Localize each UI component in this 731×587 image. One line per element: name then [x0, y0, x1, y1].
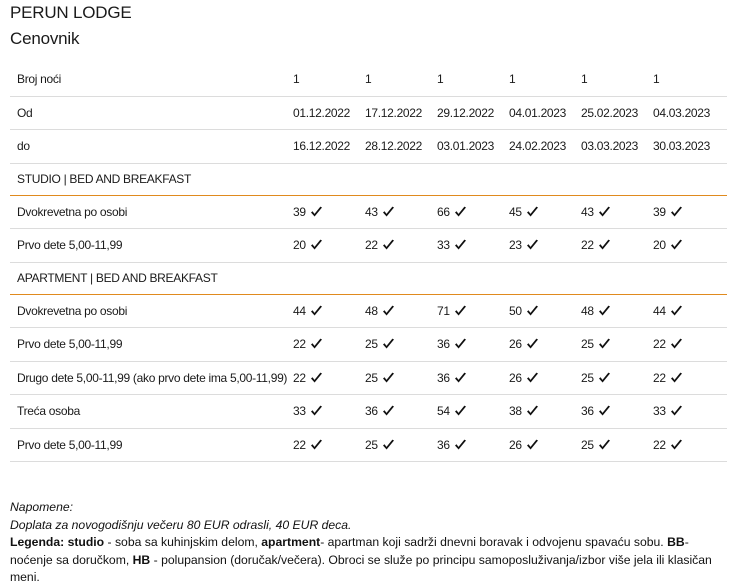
price-cell	[509, 395, 581, 429]
price-cell	[509, 361, 581, 395]
checkmark-icon	[310, 206, 323, 218]
price-value: 33	[653, 404, 666, 419]
legend-term-studio: studio	[67, 535, 105, 549]
checkmark-icon	[310, 239, 323, 251]
price-value: 44	[653, 303, 666, 318]
price-cell	[365, 195, 437, 229]
table-row	[10, 328, 727, 362]
legend-term-bb: BB	[667, 535, 685, 549]
section-title: STUDIO | BED AND BREAKFAST	[10, 163, 727, 195]
row-label: Prvo dete 5,00-11,99	[10, 428, 293, 462]
price-value: 36	[581, 404, 594, 419]
price-value: 25	[365, 337, 378, 352]
price-cell	[365, 428, 437, 462]
price-cell	[653, 428, 727, 462]
legend-desc-bb: - noćenje sa doručkom,	[10, 535, 689, 567]
date-from-row	[10, 96, 727, 130]
price-cell	[293, 294, 365, 328]
section-header	[10, 262, 727, 294]
price-value: 26	[509, 437, 522, 452]
price-value: 45	[509, 204, 522, 219]
row-label: Dvokrevetna po osobi	[10, 294, 293, 328]
price-value: 22	[653, 337, 666, 352]
price-value: 48	[581, 303, 594, 318]
notes	[10, 499, 722, 587]
checkmark-icon	[310, 405, 323, 417]
price-cell	[653, 195, 727, 229]
price-value: 44	[293, 303, 306, 318]
price-cell	[293, 229, 365, 263]
price-cell	[581, 328, 653, 362]
price-value: 23	[509, 238, 522, 253]
price-value: 26	[509, 337, 522, 352]
checkmark-icon	[526, 305, 539, 317]
table-cell: 03.03.2023	[581, 130, 653, 164]
row-label: Dvokrevetna po osobi	[10, 195, 293, 229]
price-value: 26	[509, 370, 522, 385]
price-value: 39	[653, 204, 666, 219]
checkmark-icon	[670, 305, 683, 317]
page-title: PERUN LODGE	[10, 3, 132, 22]
price-value: 25	[365, 437, 378, 452]
price-cell	[293, 328, 365, 362]
price-cell	[437, 328, 509, 362]
price-value: 48	[365, 303, 378, 318]
checkmark-icon	[526, 372, 539, 384]
price-value: 38	[509, 404, 522, 419]
price-cell	[365, 294, 437, 328]
price-cell	[509, 328, 581, 362]
table-row	[10, 229, 727, 263]
price-cell	[365, 361, 437, 395]
checkmark-icon	[382, 439, 395, 451]
checkmark-icon	[454, 439, 467, 451]
price-cell	[509, 195, 581, 229]
table-cell: 24.02.2023	[509, 130, 581, 164]
price-cell	[437, 229, 509, 263]
checkmark-icon	[526, 338, 539, 350]
checkmark-icon	[670, 439, 683, 451]
price-value: 22	[653, 437, 666, 452]
row-label: Od	[10, 96, 293, 130]
table-cell: 17.12.2022	[365, 96, 437, 130]
table-cell: 1	[365, 63, 437, 96]
price-value: 43	[365, 204, 378, 219]
notes-line: Doplata za novogodišnju večeru 80 EUR odrasli, 40 EUR deca.	[10, 517, 352, 532]
price-value: 22	[293, 437, 306, 452]
price-cell	[581, 195, 653, 229]
price-cell	[653, 328, 727, 362]
price-cell	[437, 395, 509, 429]
checkmark-icon	[670, 239, 683, 251]
price-cell	[437, 294, 509, 328]
price-value: 25	[581, 437, 594, 452]
price-value: 66	[437, 204, 450, 219]
table-cell: 28.12.2022	[365, 130, 437, 164]
price-cell	[293, 395, 365, 429]
nights-row	[10, 63, 727, 96]
row-label: Prvo dete 5,00-11,99	[10, 229, 293, 263]
table-row	[10, 195, 727, 229]
checkmark-icon	[526, 239, 539, 251]
table-cell: 04.01.2023	[509, 96, 581, 130]
price-value: 36	[437, 437, 450, 452]
table-row	[10, 361, 727, 395]
legend-desc-hb: - polupansion (doručak/večera). Obroci se služe po principu samoposluživanja/izbor više jela ili klasičan meni.	[10, 552, 712, 584]
price-value: 36	[437, 337, 450, 352]
section-header	[10, 163, 727, 195]
checkmark-icon	[670, 206, 683, 218]
price-table	[10, 63, 727, 462]
price-cell	[437, 195, 509, 229]
price-value: 22	[581, 238, 594, 253]
price-value: 22	[293, 337, 306, 352]
table-cell: 25.02.2023	[581, 96, 653, 130]
checkmark-icon	[670, 405, 683, 417]
price-cell	[581, 428, 653, 462]
price-cell	[293, 195, 365, 229]
price-value: 22	[293, 370, 306, 385]
table-cell: 1	[293, 63, 365, 96]
checkmark-icon	[382, 338, 395, 350]
price-cell	[653, 395, 727, 429]
price-value: 20	[293, 238, 306, 253]
table-row	[10, 395, 727, 429]
price-cell	[509, 229, 581, 263]
legend	[10, 534, 722, 587]
price-value: 25	[581, 337, 594, 352]
price-cell	[581, 229, 653, 263]
table-cell: 1	[509, 63, 581, 96]
table-row	[10, 294, 727, 328]
legend-term-apartment: apartment	[261, 535, 321, 549]
table-cell: 16.12.2022	[293, 130, 365, 164]
table-row	[10, 428, 727, 462]
price-value: 50	[509, 303, 522, 318]
price-cell	[437, 428, 509, 462]
price-value: 25	[365, 370, 378, 385]
row-label: Broj noći	[10, 63, 293, 96]
price-value: 33	[293, 404, 306, 419]
price-cell	[581, 361, 653, 395]
checkmark-icon	[598, 405, 611, 417]
checkmark-icon	[598, 372, 611, 384]
checkmark-icon	[454, 206, 467, 218]
table-cell: 01.12.2022	[293, 96, 365, 130]
checkmark-icon	[382, 305, 395, 317]
table-cell: 04.03.2023	[653, 96, 727, 130]
checkmark-icon	[382, 405, 395, 417]
price-cell	[581, 395, 653, 429]
checkmark-icon	[454, 338, 467, 350]
price-cell	[365, 229, 437, 263]
checkmark-icon	[526, 206, 539, 218]
checkmark-icon	[598, 338, 611, 350]
table-cell: 30.03.2023	[653, 130, 727, 164]
price-value: 33	[437, 238, 450, 253]
checkmark-icon	[598, 305, 611, 317]
checkmark-icon	[670, 372, 683, 384]
price-cell	[293, 428, 365, 462]
row-label: Treća osoba	[10, 395, 293, 429]
section-title: APARTMENT | BED AND BREAKFAST	[10, 262, 727, 294]
row-label: do	[10, 130, 293, 164]
checkmark-icon	[598, 439, 611, 451]
price-value: 36	[437, 370, 450, 385]
price-cell	[653, 361, 727, 395]
checkmark-icon	[526, 405, 539, 417]
price-cell	[653, 229, 727, 263]
table-cell: 29.12.2022	[437, 96, 509, 130]
table-cell: 1	[581, 63, 653, 96]
price-value: 36	[365, 404, 378, 419]
checkmark-icon	[382, 239, 395, 251]
table-cell: 1	[437, 63, 509, 96]
price-cell	[509, 294, 581, 328]
row-label: Prvo dete 5,00-11,99	[10, 328, 293, 362]
legend-desc-studio: - soba sa kuhinjskim delom,	[104, 535, 262, 549]
checkmark-icon	[670, 338, 683, 350]
price-value: 54	[437, 404, 450, 419]
checkmark-icon	[454, 372, 467, 384]
price-cell	[653, 294, 727, 328]
table-cell: 1	[653, 63, 727, 96]
checkmark-icon	[310, 439, 323, 451]
price-cell	[293, 361, 365, 395]
price-value: 22	[365, 238, 378, 253]
legend-term-hb: HB	[132, 552, 151, 567]
checkmark-icon	[526, 439, 539, 451]
legend-desc-apartment: - apartman koji sadrži dnevni boravak i odvojenu spavaću sobu.	[320, 535, 668, 549]
price-cell	[365, 395, 437, 429]
checkmark-icon	[382, 372, 395, 384]
price-cell	[437, 361, 509, 395]
checkmark-icon	[454, 305, 467, 317]
price-cell	[581, 294, 653, 328]
price-value: 20	[653, 238, 666, 253]
price-value: 43	[581, 204, 594, 219]
table-cell: 03.01.2023	[437, 130, 509, 164]
price-cell	[509, 428, 581, 462]
page-subtitle: Cenovnik	[10, 29, 80, 48]
price-value: 71	[437, 303, 450, 318]
checkmark-icon	[454, 239, 467, 251]
notes-heading: Napomene:	[10, 500, 74, 514]
price-value: 39	[293, 204, 306, 219]
checkmark-icon	[310, 305, 323, 317]
legend-label: Legenda:	[10, 535, 65, 549]
date-to-row	[10, 130, 727, 164]
checkmark-icon	[598, 206, 611, 218]
checkmark-icon	[310, 338, 323, 350]
row-label: Drugo dete 5,00-11,99 (ako prvo dete ima 5,00-11,99)	[10, 361, 293, 395]
price-value: 22	[653, 370, 666, 385]
price-cell	[365, 328, 437, 362]
checkmark-icon	[598, 239, 611, 251]
checkmark-icon	[310, 372, 323, 384]
price-value: 25	[581, 370, 594, 385]
checkmark-icon	[382, 206, 395, 218]
checkmark-icon	[454, 405, 467, 417]
